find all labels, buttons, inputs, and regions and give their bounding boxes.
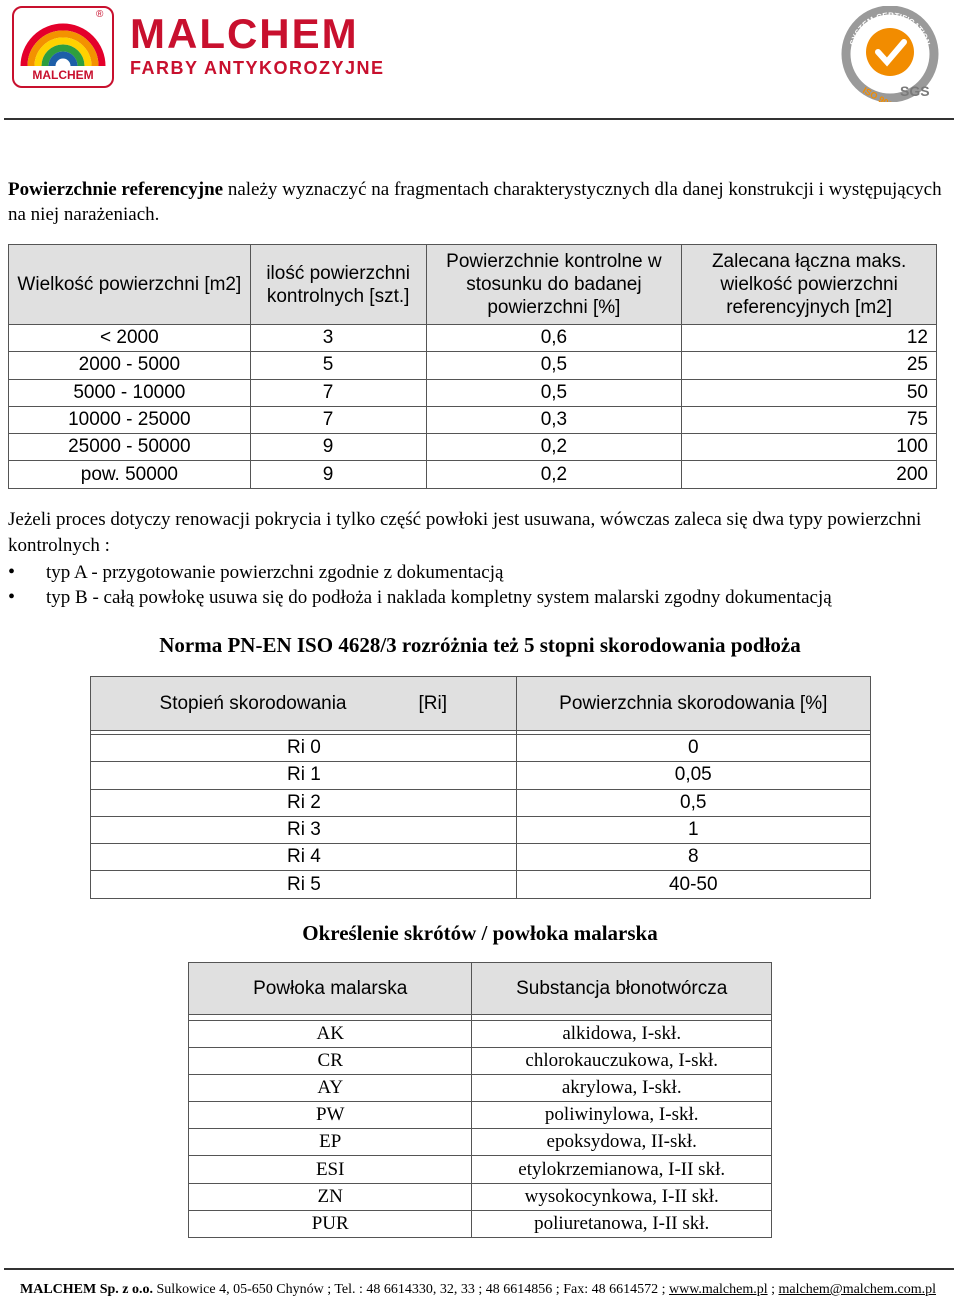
table-cell: Ri 3	[91, 816, 517, 843]
intro-bold: Powierzchnie referencyjne	[8, 179, 224, 200]
table-row	[9, 406, 937, 433]
cert-top-text: SYSTEM CERTIFICATION	[848, 10, 932, 47]
table-cell: epoksydowa, II-skł.	[472, 1129, 772, 1156]
table-cell: 0,5	[426, 379, 682, 406]
table-cell: 10000 - 25000	[9, 406, 251, 433]
abbreviations-heading: Określenie skrótów / powłoka malarska	[302, 921, 658, 945]
table-cell: 0	[516, 735, 870, 762]
column-header: Zalecana łączna maks. wielkość powierzchni referencyjnych [m2]	[682, 245, 937, 325]
page-footer	[20, 1282, 950, 1298]
table-cell: 0,05	[516, 762, 870, 789]
table-cell: Ri 0	[91, 735, 517, 762]
header-text: Stopień skorodowania	[159, 692, 347, 714]
table-cell: 25	[682, 352, 937, 379]
rainbow-icon	[18, 12, 108, 68]
column-header: Powierzchnie kontrolne w stosunku do badanej powierzchni [%]	[426, 245, 682, 325]
table-row	[189, 1021, 772, 1048]
table-cell: PUR	[189, 1210, 472, 1237]
email-link[interactable]: malchem@malchem.com.pl	[778, 1282, 937, 1297]
table-cell: 0,6	[426, 325, 682, 352]
table-cell: 12	[682, 325, 937, 352]
table-cell: CR	[189, 1048, 472, 1075]
table-cell: wysokocynkowa, I-II skł.	[472, 1183, 772, 1210]
column-header	[91, 677, 517, 731]
table-cell: Ri 2	[91, 789, 517, 816]
paint-coating-table	[188, 962, 772, 1238]
table-cell: 100	[682, 434, 937, 461]
table-cell: PW	[189, 1102, 472, 1129]
table-cell: chlorokauczukowa, I-skł.	[472, 1048, 772, 1075]
column-header: ilość powierzchni kontrolnych [szt.]	[250, 245, 426, 325]
table-cell: < 2000	[9, 325, 251, 352]
renovation-paragraph: Jeżeli proces dotyczy renowacji pokrycia i tylko część powłoki jest usuwana, wówczas zaleca się dwa typy powierzchni kontrolnych :	[8, 509, 922, 556]
table-row	[9, 461, 937, 488]
table-cell: 40-50	[516, 871, 870, 898]
header-text: [Ri]	[418, 692, 447, 714]
page-header	[0, 0, 960, 122]
table-cell: AY	[189, 1075, 472, 1102]
brand-name: MALCHEM	[130, 10, 359, 57]
table-row	[9, 379, 937, 406]
control-surface-types-list	[8, 560, 953, 610]
table-row	[9, 352, 937, 379]
table-cell: 0,2	[426, 461, 682, 488]
table-row	[91, 789, 871, 816]
table-cell: AK	[189, 1021, 472, 1048]
table-row	[91, 816, 871, 843]
table-row	[189, 1183, 772, 1210]
table-cell: 9	[250, 434, 426, 461]
table-cell: 3	[250, 325, 426, 352]
sgs-certification-badge	[840, 6, 940, 102]
table-header-row	[9, 245, 937, 325]
brand-tagline: FARBY ANTYKOROZYJNE	[130, 58, 385, 78]
table-cell: alkidowa, I-skł.	[472, 1021, 772, 1048]
table-cell: poliuretanowa, I-II skł.	[472, 1210, 772, 1237]
table-cell: Ri 5	[91, 871, 517, 898]
footer-company: MALCHEM Sp. z o.o.	[20, 1282, 153, 1297]
table-row	[91, 735, 871, 762]
table-cell: 0,5	[426, 352, 682, 379]
table-cell: pow. 50000	[9, 461, 251, 488]
table-row	[189, 1156, 772, 1183]
table-cell: 75	[682, 406, 937, 433]
table-row	[189, 1075, 772, 1102]
registered-mark: ®	[96, 9, 104, 20]
table-cell: 8	[516, 844, 870, 871]
logo-text: MALCHEM	[32, 68, 94, 82]
column-header: Powierzchnia skorodowania [%]	[516, 677, 870, 731]
table-cell: 7	[250, 406, 426, 433]
table-cell: EP	[189, 1129, 472, 1156]
table-row	[9, 325, 937, 352]
column-header: Powłoka malarska	[189, 963, 472, 1015]
table-cell: 9	[250, 461, 426, 488]
table-cell: 0,5	[516, 789, 870, 816]
table-row	[189, 1210, 772, 1237]
table-row	[91, 871, 871, 898]
table-cell: 5000 - 10000	[9, 379, 251, 406]
header-divider	[4, 118, 954, 120]
table-cell: ESI	[189, 1156, 472, 1183]
table-cell: 200	[682, 461, 937, 488]
table-row	[189, 1129, 772, 1156]
table-row	[9, 434, 937, 461]
website-link[interactable]: www.malchem.pl	[668, 1282, 768, 1297]
intro-text: należy wyznaczyć na fragmentach charakterystycznych dla danej konstrukcji i występujących na niej narażeniach.	[8, 179, 942, 225]
corrosion-degree-table	[90, 676, 871, 899]
table-cell: 2000 - 5000	[9, 352, 251, 379]
table-row	[91, 844, 871, 871]
table-cell: 0,2	[426, 434, 682, 461]
footer-divider	[4, 1268, 954, 1270]
column-header: Wielkość powierzchni [m2]	[9, 245, 251, 325]
intro-paragraph	[8, 177, 953, 227]
table-cell: Ri 1	[91, 762, 517, 789]
footer-address: Sulkowice 4, 05-650 Chynów ; Tel. : 48 6614330, 32, 33 ; 48 6614856 ; Fax: 48 6614572 ;	[153, 1282, 669, 1297]
table-cell: 0,3	[426, 406, 682, 433]
table-header-row	[189, 963, 772, 1015]
table-cell: etylokrzemianowa, I-II skł.	[472, 1156, 772, 1183]
list-item: • typ B - całą powłokę usuwa się do podłoża i naklada kompletny system malarski zgodny dokumentacją	[8, 585, 953, 610]
table-row	[91, 762, 871, 789]
column-header: Substancja błonotwórcza	[472, 963, 772, 1015]
cert-sgs-text: SGS	[900, 83, 930, 99]
table-cell: 7	[250, 379, 426, 406]
table-cell: ZN	[189, 1183, 472, 1210]
table-cell: akrylowa, I-skł.	[472, 1075, 772, 1102]
table-cell: 25000 - 50000	[9, 434, 251, 461]
table-row	[189, 1102, 772, 1129]
table-cell: poliwinylowa, I-skł.	[472, 1102, 772, 1129]
table-cell: 50	[682, 379, 937, 406]
norma-heading: Norma PN-EN ISO 4628/3 rozróżnia też 5 stopni skorodowania podłoża	[159, 633, 801, 657]
table-cell: 5	[250, 352, 426, 379]
list-item: • typ A - przygotowanie powierzchni zgodnie z dokumentacją	[8, 560, 953, 585]
table-row	[189, 1048, 772, 1075]
table-cell: 1	[516, 816, 870, 843]
footer-separator: ;	[767, 1282, 779, 1297]
table-header-row	[91, 677, 871, 731]
reference-surface-table	[8, 244, 937, 489]
table-cell: Ri 4	[91, 844, 517, 871]
